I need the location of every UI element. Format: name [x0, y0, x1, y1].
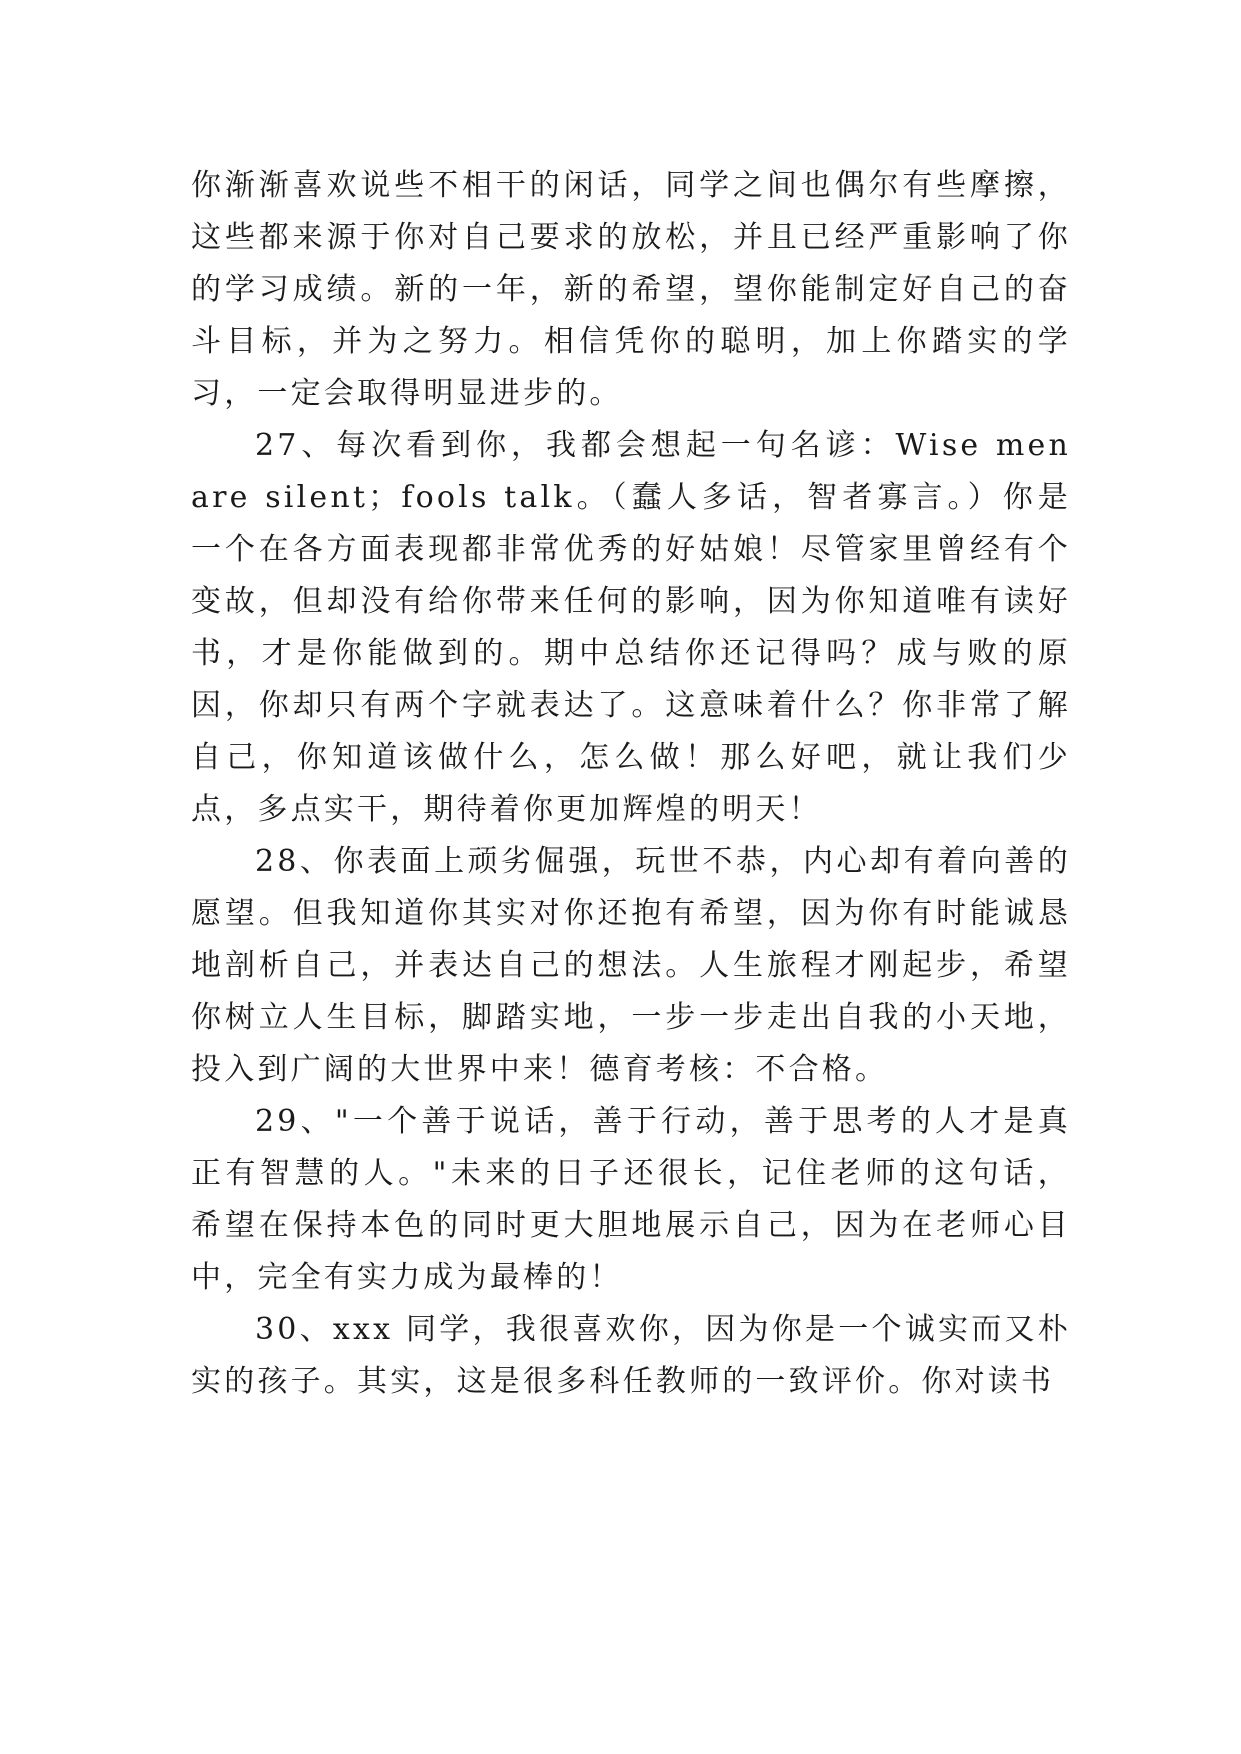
paragraph-continuation: 你渐渐喜欢说些不相干的闲话，同学之间也偶尔有些摩擦，这些都来源于你对自己要求的放松，并且已经严重影响了你的学习成绩。新的一年，新的希望，望你能制定好自己的奋斗目标，并为之努力。相信凭你的聪明，加上你踏实的学习，一定会取得明显进步的。 — [191, 168, 1071, 411]
paragraph-29: 29、"一个善于说话，善于行动，善于思考的人才是真正有智慧的人。"未来的日子还很长，记住老师的这句话，希望在保持本色的同时更大胆地展示自己，因为在老师心目中，完全有实力成为最棒的！ — [191, 1104, 1071, 1295]
document-body — [191, 160, 1071, 1408]
paragraph-28: 28、你表面上顽劣倔强，玩世不恭，内心却有着向善的愿望。但我知道你其实对你还抱有希望，因为你有时能诚恳地剖析自己，并表达自己的想法。人生旅程才刚起步，希望你树立人生目标，脚踏实地，一步一步走出自我的小天地，投入到广阔的大世界中来！德育考核：不合格。 — [191, 844, 1071, 1087]
paragraph-30: 30、xxx 同学，我很喜欢你，因为你是一个诚实而又朴实的孩子。其实，这是很多科任教师的一致评价。你对读书 — [191, 1312, 1071, 1399]
paragraph-27: 27、每次看到你，我都会想起一句名谚：Wise men are silent；fools talk。（蠢人多话，智者寡言。）你是一个在各方面表现都非常优秀的好姑娘！尽管家里曾经有个变故，但却没有给你带来任何的影响，因为你知道唯有读好书，才是你能做到的。期中总结你还记得吗？成与败的原因，你却只有两个字就表达了。这意味着什么？你非常了解自己，你知道该做什么，怎么做！那么好吧，就让我们少点，多点实干，期待着你更加辉煌的明天！ — [191, 428, 1071, 827]
